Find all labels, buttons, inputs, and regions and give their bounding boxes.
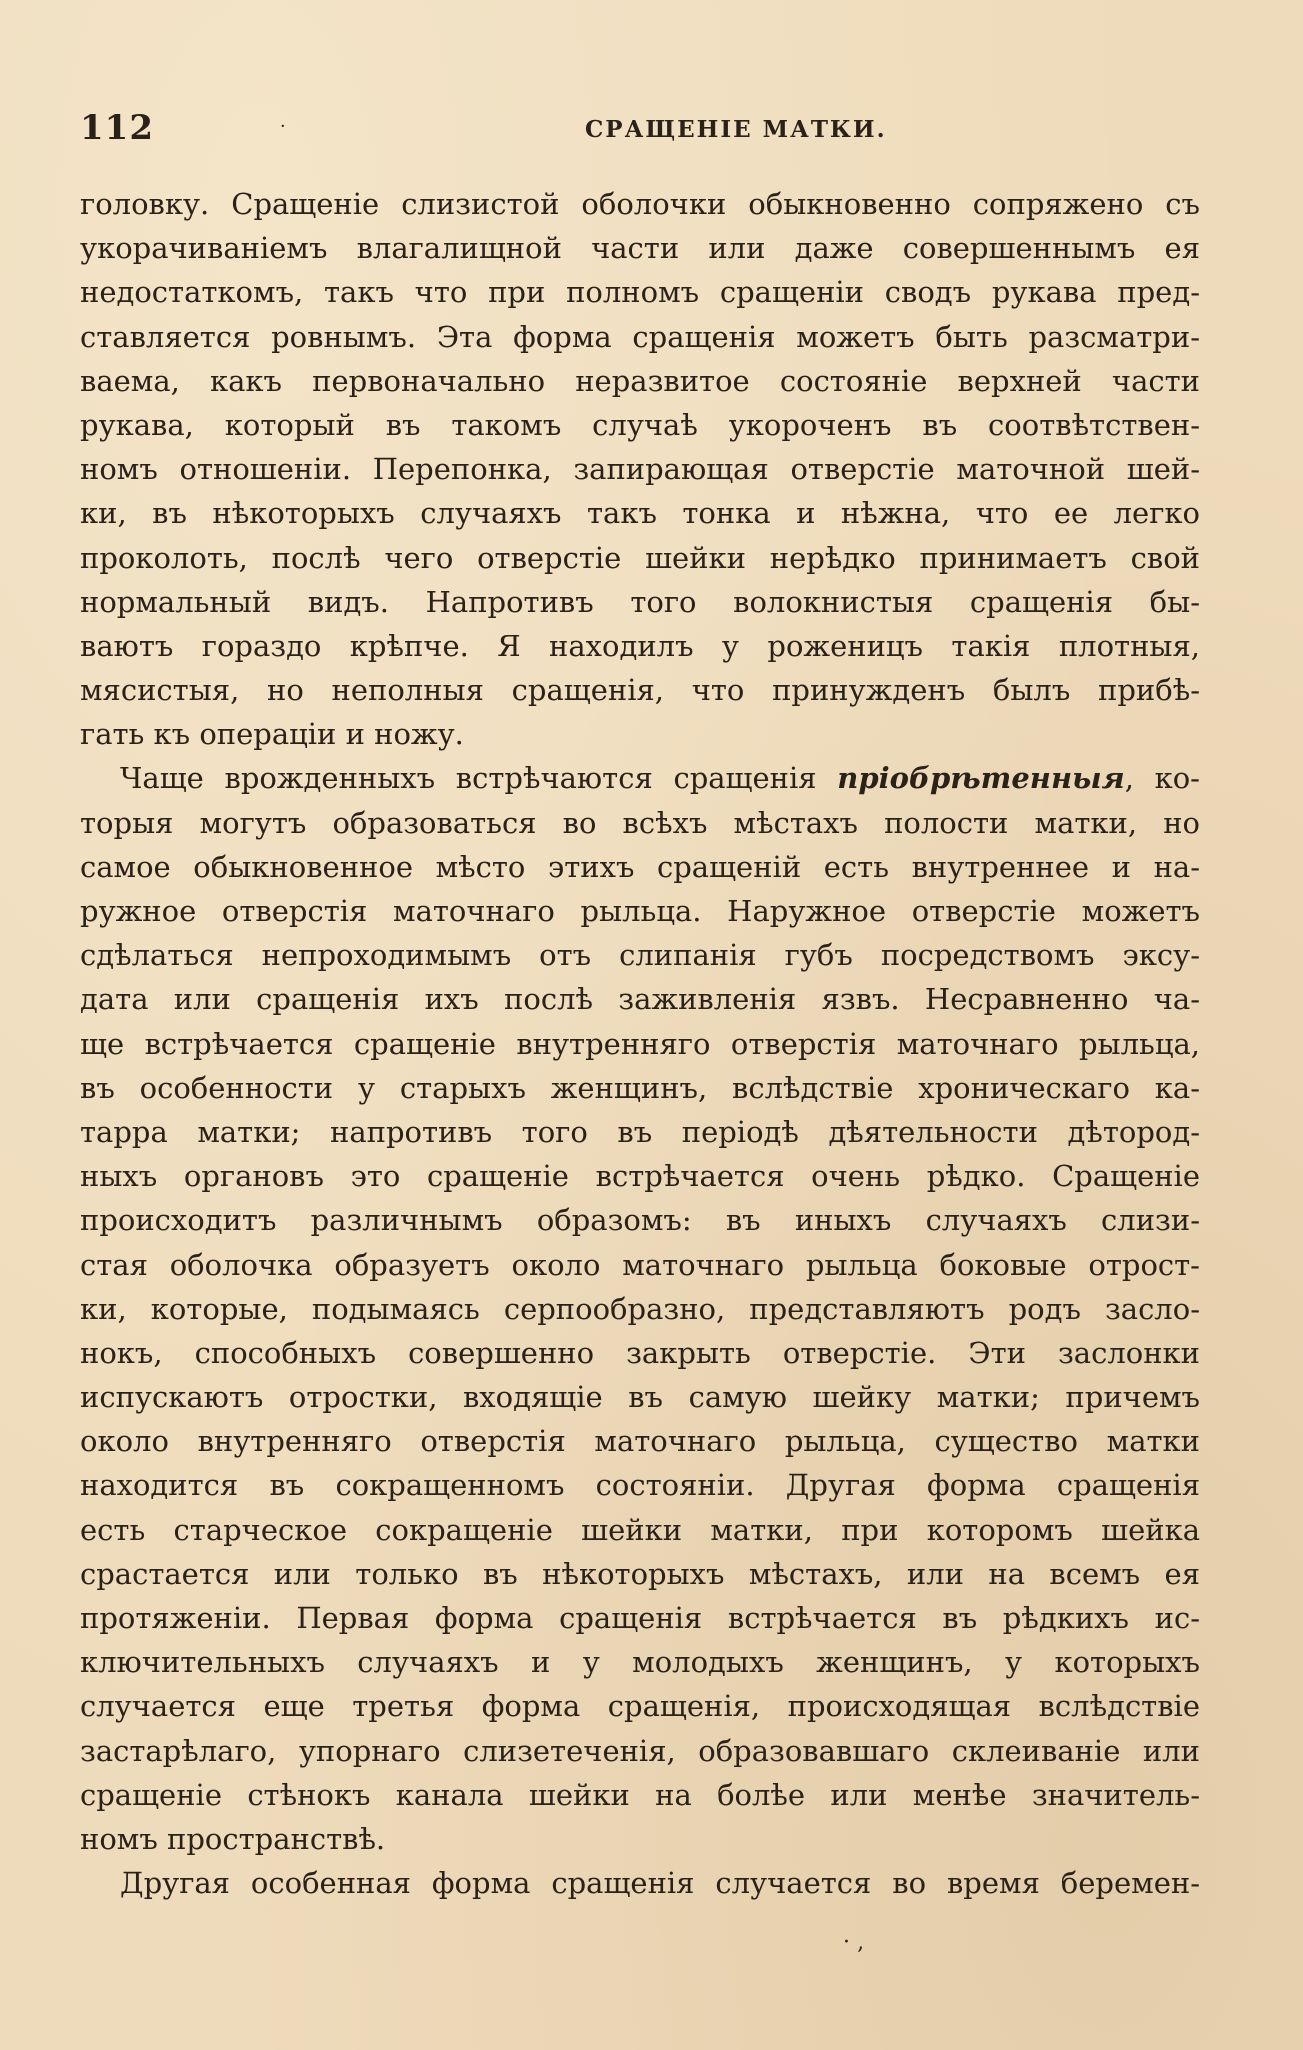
- text-line: стая оболочка образуетъ около маточнаго рыльца боковые отрост-: [80, 1247, 1200, 1282]
- text-line: проколоть, послѣ чего отверстіе шейки нерѣдко принимаетъ свой: [80, 540, 1200, 575]
- page-number: 112: [80, 108, 154, 148]
- text-line: сдѣлаться непроходимымъ отъ слипанія губъ посредствомъ эксу-: [80, 938, 1200, 973]
- text-line: ки, въ нѣкоторыхъ случаяхъ такъ тонка и нѣжна, что ее легко: [80, 496, 1200, 531]
- text-line: застарѣлаго, упорнаго слизетеченія, образовавшаго склеиваніе или: [80, 1733, 1200, 1768]
- text-line: ки, которые, подымаясь серпообразно, представляютъ родъ засло-: [80, 1291, 1200, 1326]
- text-line: нокъ, способныхъ совершенно закрыть отверстіе. Эти заслонки: [80, 1335, 1200, 1370]
- text-line: номъ пространствѣ.: [80, 1821, 386, 1856]
- text-line: рукава, который въ такомъ случаѣ укороченъ въ соотвѣтствен-: [80, 407, 1200, 442]
- text-line: тарра матки; напротивъ того въ періодѣ дѣятельности дѣтород-: [80, 1114, 1200, 1149]
- text-line: срастается или только въ нѣкоторыхъ мѣстахъ, или на всемъ ея: [80, 1556, 1200, 1591]
- text-line: головку. Сращеніе слизистой оболочки обыкновенно сопряжено съ: [80, 187, 1200, 221]
- footer-mark: · ‚: [843, 1930, 864, 1955]
- text-line: есть старческое сокращеніе шейки матки, при которомъ шейка: [80, 1512, 1200, 1547]
- text-line: въ особенности у старыхъ женщинъ, вслѣдствіе хроническаго ка-: [80, 1070, 1200, 1105]
- text-line: около внутренняго отверстія маточнаго рыльца, существо матки: [80, 1424, 1200, 1459]
- text-line: укорачиваніемъ влагалищной части или даже совершеннымъ ея: [80, 231, 1200, 266]
- text-line-with-emphasis: [80, 756, 1200, 800]
- text-line: ружное отверстія маточнаго рыльца. Наружное отверстіе можетъ: [80, 894, 1200, 928]
- text-body: [80, 182, 1200, 1905]
- text-line: ваема, какъ первоначально неразвитое состояніе верхней части: [80, 363, 1200, 398]
- text-line: номъ отношеніи. Перепонка, запирающая отверстіе маточной шей-: [80, 452, 1200, 487]
- text-line: гать къ операціи и ножу.: [80, 717, 464, 752]
- text-line: самое обыкновенное мѣсто этихъ сращеній есть внутреннее и на-: [80, 849, 1200, 884]
- text-line: протяженіи. Первая форма сращенія встрѣчается въ рѣдкихъ ис-: [80, 1601, 1200, 1635]
- page-header: [80, 108, 1200, 152]
- text-line: ключительныхъ случаяхъ и у молодыхъ женщинъ, у которыхъ: [80, 1645, 1200, 1680]
- text-line: дата или сращенія ихъ послѣ заживленія язвъ. Несравненно ча-: [80, 982, 1200, 1017]
- text-line: случается еще третья форма сращенія, происходящая вслѣдствіе: [80, 1689, 1200, 1724]
- text-line: нормальный видъ. Напротивъ того волокнистыя сращенія бы-: [80, 584, 1200, 619]
- text-line: торыя могутъ образоваться во всѣхъ мѣстахъ полости матки, но: [80, 805, 1200, 840]
- emphasized-term: пріобрѣтенныя: [837, 761, 1125, 796]
- running-title: СРАЩЕНІЕ МАТКИ.: [585, 116, 887, 143]
- text-line: сращеніе стѣнокъ канала шейки на болѣе или менѣе значитель-: [80, 1777, 1200, 1812]
- text-line: мясистыя, но неполныя сращенія, что принужденъ былъ прибѣ-: [80, 673, 1200, 708]
- text-line: ще встрѣчается сращеніе внутренняго отверстія маточнаго рыльца,: [80, 1026, 1200, 1061]
- text-line: происходитъ различнымъ образомъ: въ иныхъ случаяхъ слизи-: [80, 1203, 1200, 1238]
- text-line: ваютъ гораздо крѣпче. Я находилъ у роженицъ такія плотныя,: [80, 628, 1200, 663]
- text-segment: , ко-: [1124, 761, 1200, 796]
- text-line: недостаткомъ, такъ что при полномъ сращеніи сводъ рукава пред-: [80, 275, 1200, 310]
- text-segment: Чаще врожденныхъ встрѣчаются сращенія: [120, 761, 838, 796]
- text-line: ныхъ органовъ это сращеніе встрѣчается очень рѣдко. Сращеніе: [80, 1159, 1200, 1194]
- text-line: ставляется ровнымъ. Эта форма сращенія можетъ быть разсматри-: [80, 319, 1200, 354]
- paragraph-3: [80, 1861, 1200, 1905]
- text-line: испускаютъ отростки, входящіе въ самую шейку матки; причемъ: [80, 1380, 1200, 1415]
- paragraph-1: [80, 182, 1200, 756]
- header-dot: ·: [280, 116, 286, 137]
- text-line: Другая особенная форма сращенія случается во время беремен-: [120, 1866, 1200, 1901]
- paragraph-2: [80, 756, 1200, 1861]
- text-line: находится въ сокращенномъ состояніи. Другая форма сращенія: [80, 1468, 1200, 1503]
